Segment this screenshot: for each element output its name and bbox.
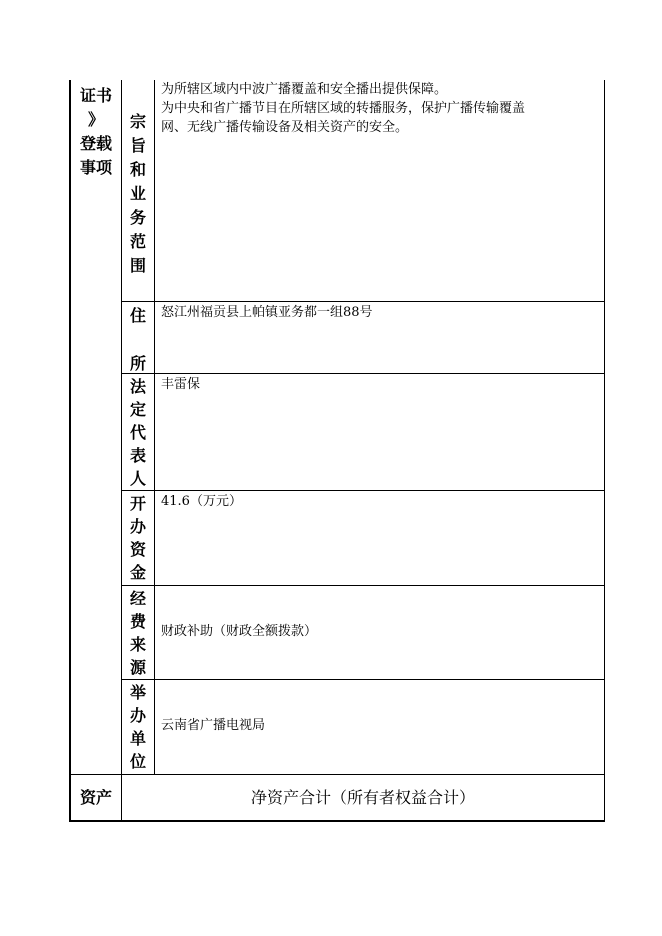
text-line: 怒江州福贡县上帕镇亚务都一组88号 — [161, 305, 373, 320]
label-char: 源 — [129, 658, 146, 677]
table-border-bottom — [69, 820, 605, 822]
row-label-capital — [123, 492, 153, 584]
row-label-sponsor — [123, 681, 153, 773]
label-char: 围 — [129, 256, 146, 275]
table-border-right — [604, 80, 605, 822]
label-divider — [154, 80, 155, 775]
label-char: 办 — [129, 706, 146, 725]
row-divider-6 — [69, 774, 605, 775]
row-divider-2 — [121, 373, 605, 374]
section-label-line: 》 — [87, 110, 104, 129]
section-label — [71, 84, 121, 180]
label-char: 人 — [129, 469, 146, 488]
label-char: 来 — [129, 635, 146, 654]
text-line: 为中央和省广播节目在所辖区域的转播服务，保护广播传输覆盖 — [161, 101, 526, 116]
row-value-address — [161, 303, 601, 322]
row-divider-1 — [121, 301, 605, 302]
label-char: 位 — [129, 752, 146, 771]
row-divider-3 — [121, 490, 605, 491]
label-char: 单 — [129, 729, 146, 748]
label-char: 资 — [129, 540, 146, 559]
label-char: 开 — [129, 494, 146, 513]
section-label-line: 事项 — [79, 158, 112, 177]
text-line: 41.6（万元） — [161, 494, 242, 509]
table-border-left — [69, 80, 71, 822]
row-divider-5 — [121, 679, 605, 680]
label-char: 务 — [129, 208, 146, 227]
text-line: 云南省广播电视局 — [161, 718, 266, 733]
row-label-scope — [123, 110, 153, 278]
text-line: 网、无线广播传输设备及相关资产的安全。 — [161, 120, 409, 135]
section-label-line: 证书 — [79, 86, 112, 105]
label-char: 宗 — [129, 112, 146, 131]
row-value-sponsor — [161, 716, 601, 735]
row-value-funding — [161, 622, 601, 641]
row-label-funding — [123, 587, 153, 679]
text-line: 为所辖区域内中波广播覆盖和安全播出提供保障。 — [161, 82, 448, 97]
label-char: 住 — [129, 306, 146, 325]
row-value-legal-rep — [161, 375, 601, 394]
label-char: 所 — [129, 354, 146, 373]
label-char: 费 — [129, 612, 146, 631]
label-char: 经 — [129, 589, 146, 608]
row-divider-4 — [121, 585, 605, 586]
label-char: 定 — [129, 400, 146, 419]
label-char: 旨 — [129, 136, 146, 155]
section-divider — [121, 80, 122, 822]
label-char: 金 — [129, 563, 146, 582]
label-char: 法 — [129, 377, 146, 396]
text-line: 财政补助（财政全额拨款） — [161, 624, 318, 639]
label-char: 范 — [129, 232, 146, 251]
row-label-address — [123, 304, 153, 376]
label-char: 表 — [129, 446, 146, 465]
row-label-legal-rep — [123, 375, 153, 490]
label-char: 业 — [129, 184, 146, 203]
assets-label: 资产 — [79, 788, 112, 807]
assets-header: 净资产合计（所有者权益合计） — [250, 788, 475, 807]
text-line: 丰雷保 — [161, 377, 201, 392]
label-char — [123, 328, 153, 352]
label-char: 和 — [129, 160, 146, 179]
label-char: 举 — [129, 683, 146, 702]
row-value-capital — [161, 492, 601, 511]
row-value-scope — [161, 80, 601, 137]
section-label-line: 登载 — [79, 134, 112, 153]
label-char: 办 — [129, 517, 146, 536]
label-char: 代 — [129, 423, 146, 442]
